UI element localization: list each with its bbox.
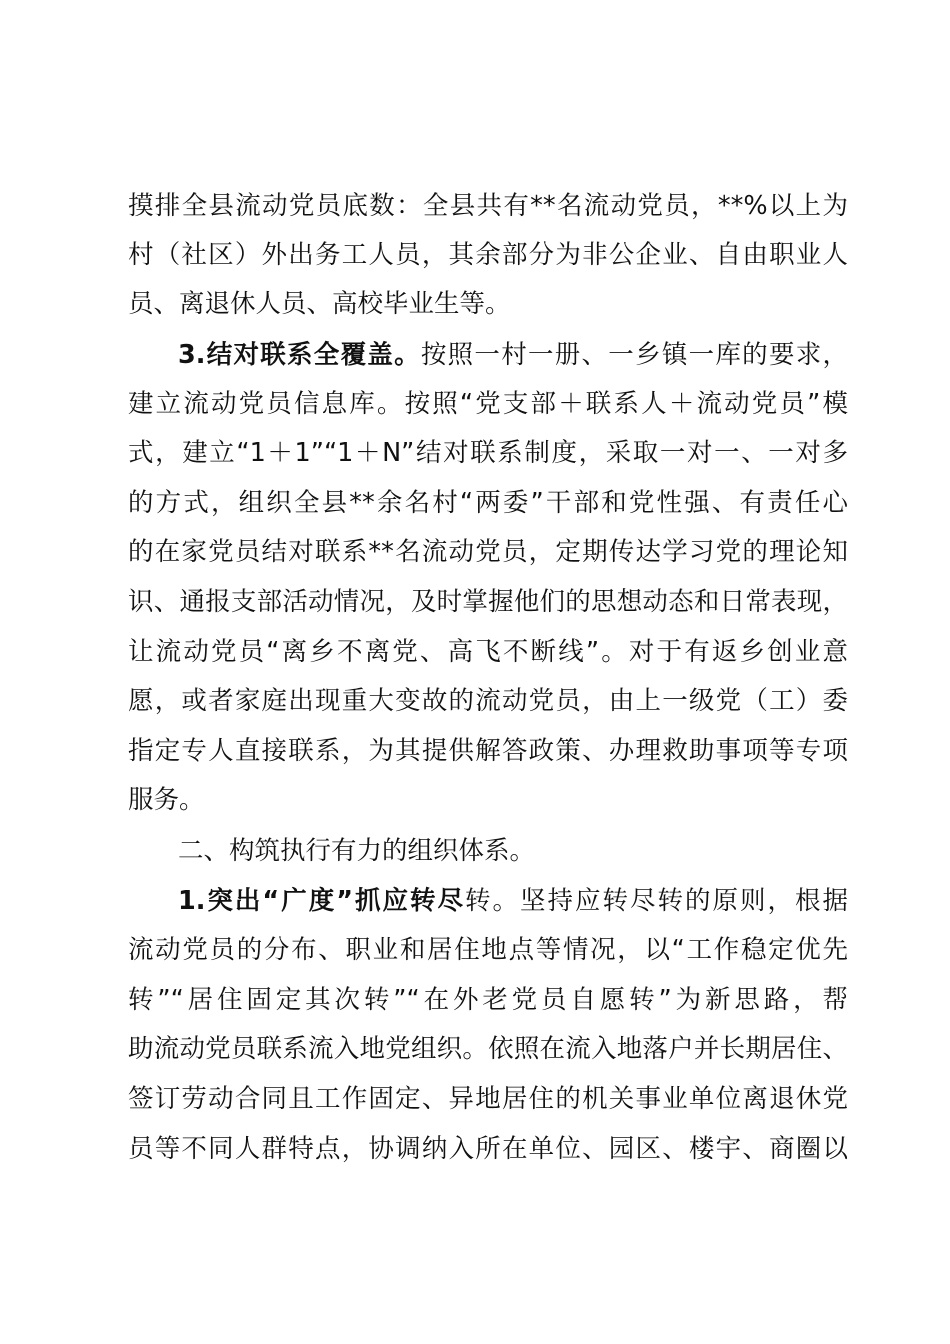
paragraph-line: 识、通报支部活动情况，及时掌握他们的思想动态和日常表现， [128,587,848,617]
paragraph-line: 员、离退休人员、高校毕业生等。 [128,289,511,319]
paragraph-line: 的方式，组织全县**余名村“两委”干部和党性强、有责任心 [128,488,848,518]
paragraph-line: 员等不同人群特点，协调纳入所在单位、园区、楼宇、商圈以 [128,1134,848,1164]
paragraph-line: 的在家党员结对联系**名流动党员，定期传达学习党的理论知 [128,537,848,567]
paragraph-line: 村（社区）外出务工人员，其余部分为非公企业、自由职业人 [128,240,848,270]
paragraph-line: 流动党员的分布、职业和居住地点等情况，以“工作稳定优先 [128,935,848,965]
paragraph-line: 式，建立“1＋1”“1＋N”结对联系制度，采取一对一、一对多 [128,438,848,468]
paragraph-line: 摸排全县流动党员底数：全县共有**名流动党员，**%以上为 [128,191,848,221]
chapter-heading: 二、构筑执行有力的组织体系。 [178,836,536,866]
paragraph-line: 愿，或者家庭出现重大变故的流动党员，由上一级党（工）委 [128,686,848,716]
section-heading-line: 3.结对联系全覆盖。按照一村一册、一乡镇一库的要求， [178,340,848,370]
paragraph-line: 转”“居住固定其次转”“在外老党员自愿转”为新思路，帮 [128,985,848,1015]
paragraph-line: 助流动党员联系流入地党组织。依照在流入地落户并长期居住、 [128,1034,848,1064]
section-heading: 3.结对联系全覆盖。 [178,340,421,370]
paragraph-line: 签订劳动合同且工作固定、异地居住的机关事业单位离退休党 [128,1084,848,1114]
paragraph-line: 指定专人直接联系，为其提供解答政策、办理救助事项等专项 [128,736,848,766]
section-heading: 1.突出“广度”抓应转尽 [178,886,465,916]
paragraph-line: 建立流动党员信息库。按照“党支部＋联系人＋流动党员”模 [128,389,848,419]
section-heading-line: 1.突出“广度”抓应转尽转。坚持应转尽转的原则，根据 [178,886,848,916]
paragraph-line: 让流动党员“离乡不离党、高飞不断线”。对于有返乡创业意 [128,637,848,667]
paragraph-line: 服务。 [128,785,205,815]
